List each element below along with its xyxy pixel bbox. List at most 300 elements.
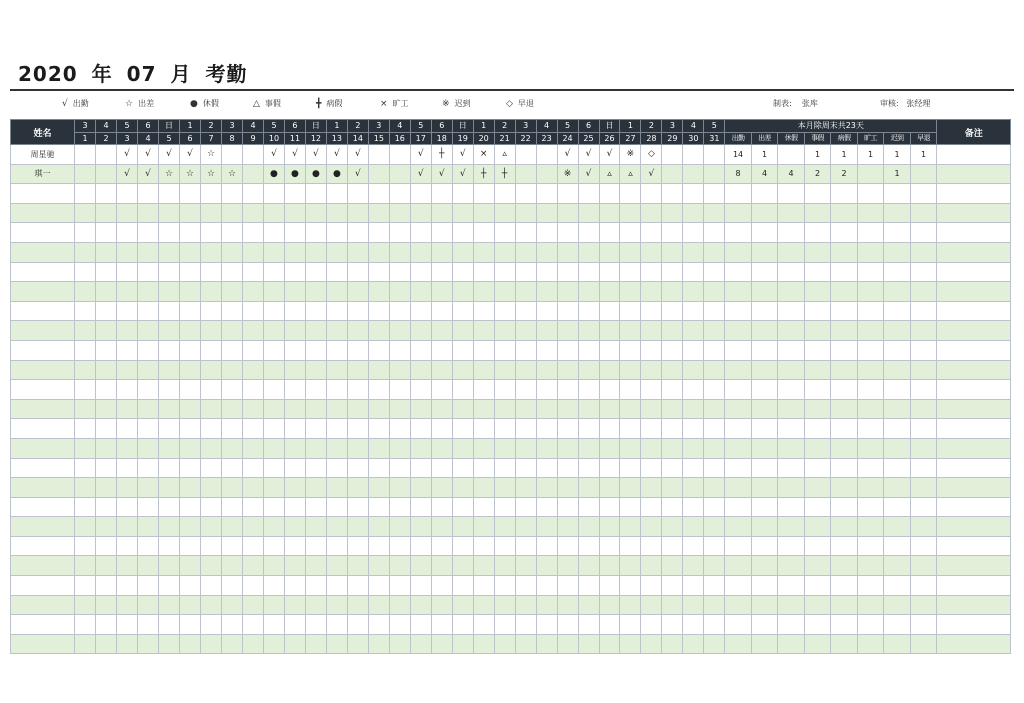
- attendance-mark: [389, 145, 410, 165]
- empty-cell: [804, 184, 831, 204]
- empty-cell: [284, 184, 305, 204]
- empty-cell: [473, 536, 494, 556]
- empty-cell: [368, 478, 389, 498]
- empty-cell: [662, 282, 683, 302]
- empty-cell: [180, 497, 201, 517]
- empty-cell: [201, 419, 222, 439]
- empty-cell: [452, 615, 473, 635]
- empty-cell: [284, 223, 305, 243]
- empty-cell: [725, 282, 752, 302]
- empty-cell: [117, 262, 138, 282]
- empty-cell: [326, 223, 347, 243]
- empty-cell: [452, 517, 473, 537]
- empty-cell: [884, 497, 911, 517]
- attendance-mark: [243, 145, 264, 165]
- empty-cell: [662, 321, 683, 341]
- empty-cell: [599, 556, 620, 576]
- empty-cell: [641, 615, 662, 635]
- empty-cell: [117, 576, 138, 596]
- attendance-mark: ※: [557, 164, 578, 184]
- summary-value: 1: [804, 145, 831, 165]
- empty-cell: [557, 321, 578, 341]
- empty-cell: [368, 399, 389, 419]
- empty-cell: [264, 478, 285, 498]
- empty-cell: [159, 595, 180, 615]
- empty-cell: [243, 223, 264, 243]
- attendance-table: [10, 119, 1011, 654]
- empty-cell: [857, 497, 884, 517]
- empty-cell: [11, 478, 75, 498]
- empty-cell: [138, 301, 159, 321]
- empty-cell: [704, 242, 725, 262]
- empty-cell: [515, 615, 536, 635]
- empty-cell: [368, 517, 389, 537]
- empty-cell: [431, 360, 452, 380]
- empty-cell: [222, 340, 243, 360]
- empty-cell: [910, 517, 937, 537]
- empty-cell: [138, 478, 159, 498]
- empty-cell: [683, 458, 704, 478]
- empty-cell: [159, 458, 180, 478]
- empty-cell: [368, 556, 389, 576]
- empty-cell: [578, 634, 599, 654]
- empty-cell: [410, 576, 431, 596]
- day-header: 15: [368, 132, 389, 145]
- empty-cell: [557, 360, 578, 380]
- empty-cell: [431, 203, 452, 223]
- empty-cell: [159, 262, 180, 282]
- empty-cell: [857, 184, 884, 204]
- empty-cell: [778, 340, 805, 360]
- empty-cell: [884, 282, 911, 302]
- empty-cell: [159, 282, 180, 302]
- weekday-header: 1: [326, 120, 347, 133]
- empty-cell: [201, 634, 222, 654]
- empty-cell: [389, 595, 410, 615]
- empty-cell: [264, 615, 285, 635]
- empty-cell: [494, 282, 515, 302]
- empty-cell: [725, 556, 752, 576]
- empty-cell: [515, 497, 536, 517]
- empty-cell: [641, 184, 662, 204]
- empty-cell: [683, 301, 704, 321]
- empty-cell: [201, 517, 222, 537]
- empty-cell: [599, 282, 620, 302]
- empty-cell: [452, 576, 473, 596]
- empty-cell: [536, 399, 557, 419]
- empty-cell: [641, 282, 662, 302]
- empty-cell: [704, 282, 725, 302]
- empty-cell: [515, 282, 536, 302]
- empty-cell: [389, 380, 410, 400]
- table-row: [11, 164, 1011, 184]
- empty-cell: [778, 184, 805, 204]
- empty-cell: [578, 321, 599, 341]
- empty-cell: [473, 497, 494, 517]
- empty-cell: [347, 184, 368, 204]
- empty-cell: [804, 282, 831, 302]
- empty-cell: [75, 223, 96, 243]
- empty-cell: [515, 576, 536, 596]
- empty-cell: [431, 321, 452, 341]
- empty-cell: [831, 615, 858, 635]
- empty-cell: [117, 615, 138, 635]
- empty-cell: [884, 595, 911, 615]
- weekday-header: 1: [620, 120, 641, 133]
- empty-cell: [599, 301, 620, 321]
- empty-cell: [222, 536, 243, 556]
- empty-cell: [599, 576, 620, 596]
- empty-cell: [222, 595, 243, 615]
- empty-cell: [75, 497, 96, 517]
- empty-cell: [96, 458, 117, 478]
- summary-label: 休假: [778, 132, 805, 145]
- empty-cell: [884, 458, 911, 478]
- empty-cell: [910, 203, 937, 223]
- day-header: 14: [347, 132, 368, 145]
- empty-cell: [557, 595, 578, 615]
- empty-cell: [662, 615, 683, 635]
- empty-cell: [347, 438, 368, 458]
- table-row: [11, 242, 1011, 262]
- summary-value: 1: [857, 145, 884, 165]
- empty-cell: [599, 262, 620, 282]
- attendance-mark: ※: [620, 145, 641, 165]
- empty-cell: [910, 242, 937, 262]
- empty-cell: [347, 399, 368, 419]
- empty-cell: [264, 340, 285, 360]
- empty-cell: [804, 458, 831, 478]
- note-header: 备注: [937, 120, 1011, 145]
- empty-cell: [831, 360, 858, 380]
- empty-cell: [578, 301, 599, 321]
- empty-cell: [578, 517, 599, 537]
- empty-cell: [410, 203, 431, 223]
- empty-cell: [599, 380, 620, 400]
- empty-cell: [620, 458, 641, 478]
- empty-cell: [725, 634, 752, 654]
- empty-cell: [180, 576, 201, 596]
- empty-cell: [910, 478, 937, 498]
- empty-cell: [725, 262, 752, 282]
- attendance-mark: [389, 164, 410, 184]
- empty-cell: [804, 321, 831, 341]
- empty-cell: [284, 517, 305, 537]
- empty-cell: [578, 419, 599, 439]
- empty-cell: [725, 438, 752, 458]
- empty-cell: [368, 282, 389, 302]
- empty-cell: [473, 282, 494, 302]
- empty-cell: [305, 634, 326, 654]
- empty-cell: [725, 340, 752, 360]
- empty-cell: [180, 184, 201, 204]
- empty-cell: [704, 223, 725, 243]
- empty-cell: [117, 458, 138, 478]
- empty-cell: [138, 615, 159, 635]
- attendance-mark: [222, 145, 243, 165]
- day-header: 23: [536, 132, 557, 145]
- day-header: 20: [473, 132, 494, 145]
- attendance-mark: ▵: [620, 164, 641, 184]
- attendance-mark: ●: [326, 164, 347, 184]
- empty-cell: [452, 321, 473, 341]
- empty-cell: [410, 497, 431, 517]
- empty-cell: [857, 380, 884, 400]
- day-header: 12: [305, 132, 326, 145]
- empty-cell: [96, 438, 117, 458]
- empty-cell: [368, 360, 389, 380]
- empty-cell: [473, 321, 494, 341]
- empty-cell: [201, 478, 222, 498]
- empty-cell: [243, 517, 264, 537]
- empty-cell: [75, 340, 96, 360]
- empty-cell: [494, 360, 515, 380]
- empty-cell: [159, 360, 180, 380]
- empty-cell: [222, 576, 243, 596]
- empty-cell: [452, 556, 473, 576]
- empty-cell: [884, 301, 911, 321]
- empty-cell: [368, 223, 389, 243]
- empty-cell: [326, 536, 347, 556]
- empty-cell: [884, 478, 911, 498]
- empty-cell: [620, 380, 641, 400]
- empty-cell: [368, 203, 389, 223]
- weekday-header: 2: [494, 120, 515, 133]
- table-row: [11, 634, 1011, 654]
- table-row: [11, 517, 1011, 537]
- table-row: [11, 262, 1011, 282]
- empty-cell: [536, 556, 557, 576]
- empty-cell: [117, 301, 138, 321]
- title-text: 考勤: [205, 62, 248, 86]
- empty-cell: [725, 478, 752, 498]
- weekday-header: 3: [368, 120, 389, 133]
- empty-cell: [683, 438, 704, 458]
- note-cell: [937, 164, 1011, 184]
- empty-cell: [368, 419, 389, 439]
- empty-cell: [11, 360, 75, 380]
- attendance-mark: ☆: [201, 145, 222, 165]
- empty-cell: [180, 556, 201, 576]
- empty-cell: [11, 223, 75, 243]
- day-header: 8: [222, 132, 243, 145]
- empty-cell: [305, 242, 326, 262]
- empty-cell: [138, 380, 159, 400]
- empty-cell: [389, 497, 410, 517]
- empty-cell: [494, 634, 515, 654]
- empty-cell: [620, 419, 641, 439]
- empty-cell: [831, 576, 858, 596]
- empty-cell: [347, 458, 368, 478]
- empty-cell: [75, 595, 96, 615]
- empty-cell: [326, 301, 347, 321]
- empty-cell: [831, 203, 858, 223]
- empty-cell: [683, 595, 704, 615]
- attendance-mark: ▵: [494, 145, 515, 165]
- empty-cell: [75, 556, 96, 576]
- table-row: [11, 595, 1011, 615]
- empty-cell: [937, 478, 1011, 498]
- empty-cell: [305, 536, 326, 556]
- empty-cell: [804, 595, 831, 615]
- empty-cell: [159, 380, 180, 400]
- empty-cell: [410, 282, 431, 302]
- weekday-header: 1: [180, 120, 201, 133]
- attendance-mark: √: [284, 145, 305, 165]
- day-header: 22: [515, 132, 536, 145]
- empty-cell: [557, 184, 578, 204]
- attendance-mark: ◇: [641, 145, 662, 165]
- empty-cell: [751, 458, 778, 478]
- empty-cell: [389, 184, 410, 204]
- empty-cell: [75, 184, 96, 204]
- empty-cell: [138, 340, 159, 360]
- empty-cell: [431, 282, 452, 302]
- title-month: 07: [126, 62, 157, 86]
- empty-cell: [884, 242, 911, 262]
- empty-cell: [536, 262, 557, 282]
- attendance-mark: ☆: [180, 164, 201, 184]
- empty-cell: [243, 321, 264, 341]
- empty-cell: [347, 497, 368, 517]
- empty-cell: [305, 321, 326, 341]
- empty-cell: [201, 458, 222, 478]
- empty-cell: [180, 517, 201, 537]
- empty-cell: [494, 380, 515, 400]
- empty-cell: [305, 576, 326, 596]
- empty-cell: [326, 478, 347, 498]
- empty-cell: [704, 478, 725, 498]
- empty-cell: [11, 438, 75, 458]
- empty-cell: [96, 203, 117, 223]
- empty-cell: [180, 242, 201, 262]
- day-header: 3: [117, 132, 138, 145]
- empty-cell: [326, 282, 347, 302]
- empty-cell: [305, 360, 326, 380]
- summary-value: 4: [751, 164, 778, 184]
- empty-cell: [410, 184, 431, 204]
- empty-cell: [683, 497, 704, 517]
- empty-cell: [662, 262, 683, 282]
- empty-cell: [473, 556, 494, 576]
- empty-cell: [96, 517, 117, 537]
- empty-cell: [410, 419, 431, 439]
- empty-cell: [11, 262, 75, 282]
- empty-cell: [75, 419, 96, 439]
- empty-cell: [389, 223, 410, 243]
- empty-cell: [11, 419, 75, 439]
- empty-cell: [641, 223, 662, 243]
- empty-cell: [389, 360, 410, 380]
- empty-cell: [599, 203, 620, 223]
- empty-cell: [368, 595, 389, 615]
- empty-cell: [515, 556, 536, 576]
- empty-cell: [515, 536, 536, 556]
- empty-cell: [884, 262, 911, 282]
- attendance-mark: √: [305, 145, 326, 165]
- empty-cell: [884, 321, 911, 341]
- empty-cell: [222, 262, 243, 282]
- empty-cell: [96, 301, 117, 321]
- empty-cell: [284, 536, 305, 556]
- empty-cell: [725, 360, 752, 380]
- empty-cell: [804, 380, 831, 400]
- table-row: [11, 478, 1011, 498]
- empty-cell: [578, 536, 599, 556]
- empty-cell: [117, 184, 138, 204]
- empty-cell: [159, 399, 180, 419]
- empty-cell: [857, 595, 884, 615]
- empty-cell: [662, 242, 683, 262]
- empty-cell: [347, 595, 368, 615]
- empty-cell: [389, 340, 410, 360]
- empty-cell: [599, 340, 620, 360]
- table-row: [11, 321, 1011, 341]
- empty-cell: [243, 536, 264, 556]
- empty-cell: [11, 458, 75, 478]
- attendance-mark: [75, 145, 96, 165]
- empty-cell: [662, 301, 683, 321]
- empty-cell: [284, 262, 305, 282]
- empty-cell: [305, 301, 326, 321]
- empty-cell: [751, 536, 778, 556]
- weekday-header: 日: [452, 120, 473, 133]
- table-row: [11, 145, 1011, 165]
- empty-cell: [117, 497, 138, 517]
- empty-cell: [452, 458, 473, 478]
- empty-cell: [264, 262, 285, 282]
- empty-cell: [804, 203, 831, 223]
- empty-cell: [641, 301, 662, 321]
- weekday-header: 日: [305, 120, 326, 133]
- empty-cell: [452, 262, 473, 282]
- empty-cell: [910, 321, 937, 341]
- empty-cell: [11, 615, 75, 635]
- summary-value: [910, 164, 937, 184]
- empty-cell: [201, 262, 222, 282]
- empty-cell: [138, 438, 159, 458]
- empty-cell: [937, 497, 1011, 517]
- empty-cell: [778, 262, 805, 282]
- empty-cell: [326, 242, 347, 262]
- empty-cell: [431, 497, 452, 517]
- empty-cell: [180, 360, 201, 380]
- weekday-header: 5: [410, 120, 431, 133]
- empty-cell: [431, 576, 452, 596]
- attendance-mark: [515, 164, 536, 184]
- empty-cell: [599, 536, 620, 556]
- empty-cell: [536, 282, 557, 302]
- empty-cell: [11, 556, 75, 576]
- attendance-mark: √: [557, 145, 578, 165]
- empty-cell: [910, 282, 937, 302]
- empty-cell: [159, 419, 180, 439]
- empty-cell: [683, 615, 704, 635]
- empty-cell: [347, 380, 368, 400]
- empty-cell: [117, 438, 138, 458]
- empty-cell: [284, 203, 305, 223]
- empty-cell: [159, 536, 180, 556]
- empty-cell: [937, 517, 1011, 537]
- empty-cell: [222, 321, 243, 341]
- empty-cell: [641, 321, 662, 341]
- empty-cell: [704, 184, 725, 204]
- empty-cell: [410, 380, 431, 400]
- empty-cell: [937, 282, 1011, 302]
- empty-cell: [804, 399, 831, 419]
- empty-cell: [515, 262, 536, 282]
- empty-cell: [662, 340, 683, 360]
